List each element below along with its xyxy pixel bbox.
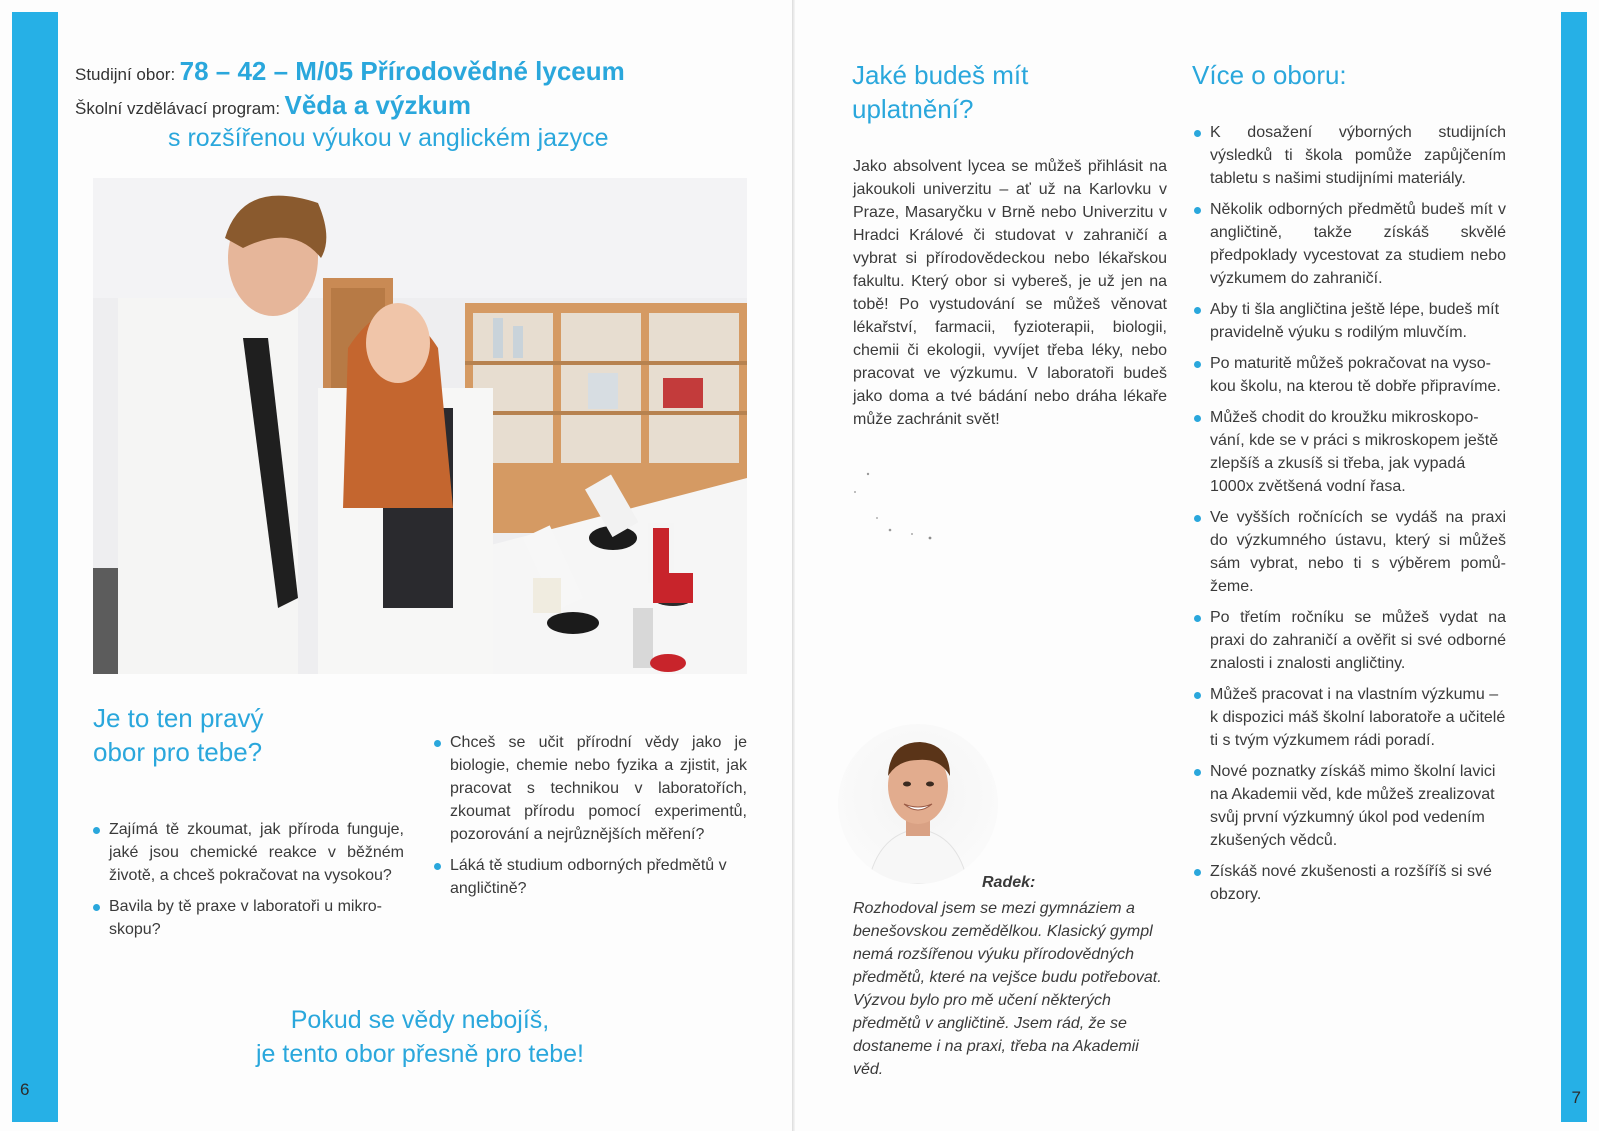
fit-heading-line1: Je to ten pravý [93,703,264,733]
fit-list-col1 [92,818,404,949]
list-item: Láká tě studium odborných předmětů v angličtině? [433,854,747,900]
list-item: Můžeš chodit do kroužku mikroskopo-vání, kde se v práci s mikroskopem ještě zlepšíš a zkusíš si třeba, jak vypadá 1000x zvětšená vodní řasa. [1193,406,1506,498]
career-heading-line2: uplatnění? [852,94,974,124]
list-item: Aby ti šla angličtina ještě lépe, budeš mít pravidelně výuku s rodilým mluvčím. [1193,298,1506,344]
lab-photo-illustration [93,178,747,674]
career-heading-line1: Jaké budeš mít [852,60,1029,90]
list-item: Ve vyšších ročnících se vydáš na praxi do výzkumného ústavu, který si můžeš sám vybrat, nebo ti s výběrem pomů-žeme. [1193,506,1506,598]
closing-line2: je tento obor přesně pro tebe! [255,1040,584,1068]
career-heading [852,58,1028,126]
right-side-bar [1561,12,1587,1122]
quote-text: Rozhodoval jsem se mezi gymnáziem a benešovskou zemědělkou. Klasický gympl nemá rozšířenou výuku přírodovědných předmětů, které na vejšce budu potřebovat. Výzvou bylo pro mě učení některých předmětů v angličtině. Jsem rád, že se dostaneme i na praxi, třeba na Akademii věd. [853,900,1162,1078]
lab-students-photo [93,178,747,674]
left-page [0,0,795,1131]
closing-line1: Pokud se vědy nebojíš, [290,1006,550,1034]
quote-name: Radek: [982,874,1036,891]
program-value: Věda a výzkum [284,90,471,120]
field-value: 78 – 42 – M/05 Přírodovědné lyceum [179,56,625,86]
field-header [75,56,625,87]
list-item: Po třetím ročníku se můžeš vydat na praxi do zahraničí a ověřit si své odborné znalosti i znalosti angličtiny. [1193,606,1506,675]
program-header [75,90,471,121]
list-item: Můžeš pracovat i na vlastním výzkumu – k dispozici máš školní laboratoře a učitelé ti s tvým výzkumem rádi poradí. [1193,683,1506,752]
fit-heading [93,702,264,770]
program-subtitle: s rozšířenou výukou v anglickém jazyce [168,124,609,152]
scan-specks [850,470,950,560]
left-side-bar [12,12,58,1122]
career-text: Jako absolvent lycea se můžeš přihlásit na jakoukoli univerzitu – ať už na Karlovku v Praze, Masaryčku v Brně nebo Univerzitu v Hradci Králové či studovat v zahraničí a vybrat si přírodovědeckou nebo lékařskou fakultu. Který obor si vybereš, je už jen na tobě! Po vystudování se můžeš věnovat lékařství, farmacii, fyzioterapii, biologii, chemii či ekologii, vyvíjet třeba léky, nebo pracovat ve výzkumu. V laboratoři budeš jako doma a tvé bádání nebo dráha lékaře může zachránit svět! [853,158,1167,428]
radek-portrait [838,724,998,884]
list-item: Několik odborných předmětů budeš mít v angličtině, takže získáš skvělé předpoklady vycestovat za studiem nebo výzkumem do zahraničí. [1193,198,1506,290]
list-item: Chceš se učit přírodní vědy jako je biologie, chemie nebo fyzika a zjistit, jak pracovat s technikou v laboratořích, zkoumat přírodu pomocí experimentů, pozorování a nejrůznějších měření? [433,731,747,846]
list-item: Bavila by tě praxe v laboratoři u mikro-skopu? [92,895,404,941]
more-list [1193,121,1506,914]
fit-list-col2 [433,731,747,908]
page-number-left: 6 [20,1080,30,1099]
page-number-right: 7 [1571,1088,1581,1107]
program-label: Školní vzdělávací program: [75,99,281,118]
field-label: Studijní obor: [75,65,176,84]
list-item: Získáš nové zkušenosti a rozšíříš si své obzory. [1193,860,1506,906]
radek-portrait-illustration [838,724,998,884]
list-item: K dosažení výborných studijních výsledků ti škola pomůže zapůjčením tabletu s našimi studijními materiály. [1193,121,1506,190]
list-item: Zajímá tě zkoumat, jak příroda funguje, jaké jsou chemické reakce v běžném životě, a chceš pokračovat na vysokou? [92,818,404,887]
more-heading: Více o oboru: [1192,60,1347,90]
list-item: Po maturitě můžeš pokračovat na vyso-kou školu, na kterou tě dobře připravíme. [1193,352,1506,398]
fit-heading-line2: obor pro tebe? [93,736,263,767]
closing-slogan [200,1003,640,1071]
list-item: Nové poznatky získáš mimo školní lavici na Akademii věd, kde můžeš zrealizovat svůj první výzkumný úkol pod vedením zkušených vědců. [1193,760,1506,852]
